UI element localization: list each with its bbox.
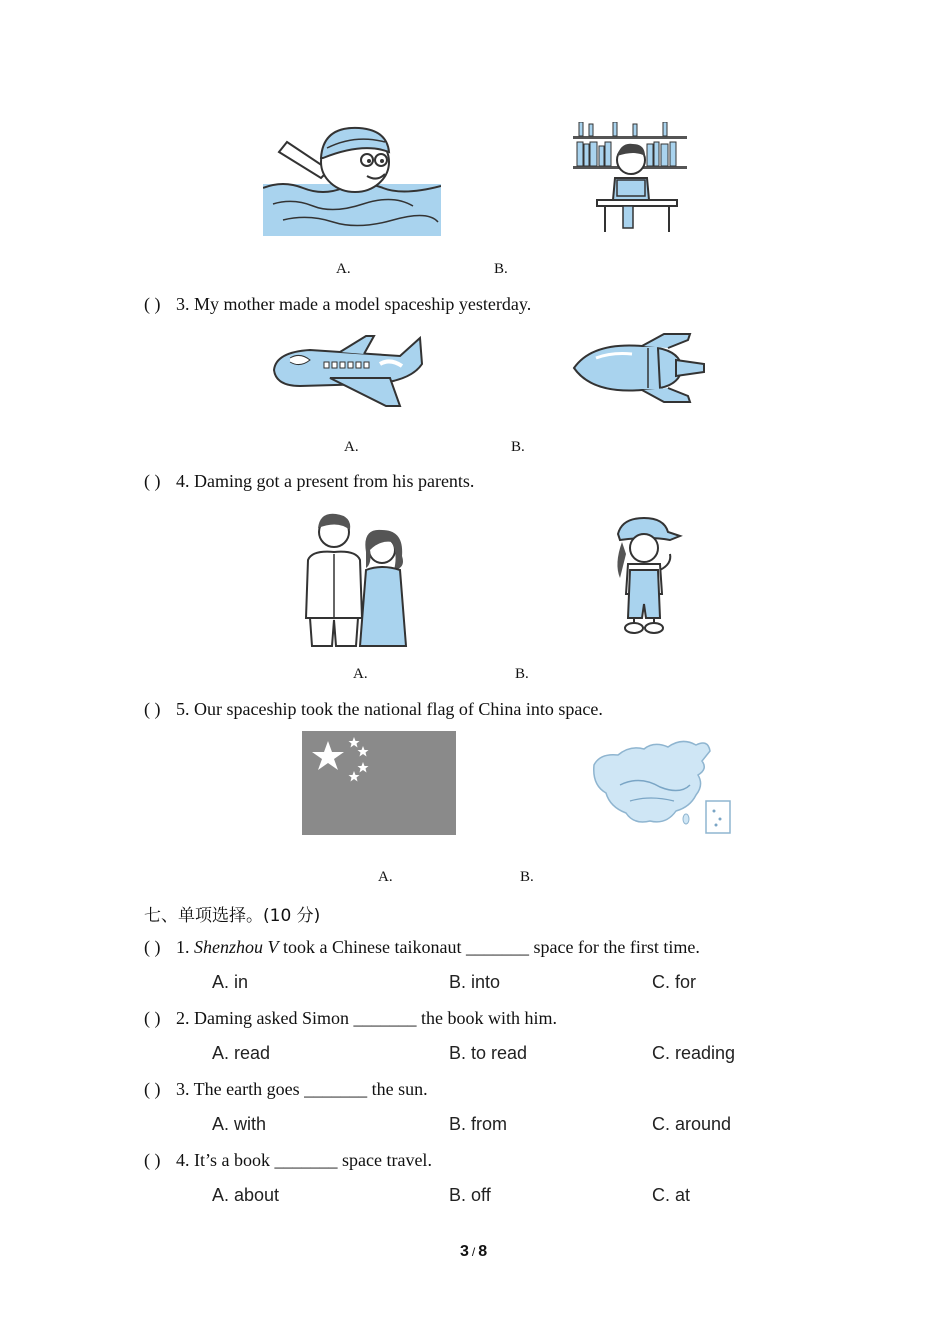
- question-text: 4. Daming got a present from his parents.: [176, 471, 475, 491]
- q5-label-a: A.: [378, 869, 393, 885]
- picture-spaceship: [572, 330, 708, 406]
- s7-q3-option-c[interactable]: C. around: [652, 1114, 732, 1134]
- q4-label-b: B.: [515, 666, 529, 682]
- s7-q1-option-c[interactable]: C. for: [652, 972, 697, 992]
- s7-q2-option-a[interactable]: A. read: [212, 1043, 271, 1063]
- answer-bracket[interactable]: ( ): [144, 1150, 161, 1170]
- picture-swimming-boy: [263, 122, 441, 236]
- question-text: took a Chinese taikonaut _______ space for the first time.: [278, 937, 700, 957]
- answer-bracket[interactable]: ( ): [144, 937, 161, 957]
- s7-question-1: [144, 937, 700, 958]
- s7-question-3: [144, 1079, 428, 1100]
- top-label-b: B.: [494, 261, 508, 277]
- q3-label-b: B.: [511, 439, 525, 455]
- question-5: [144, 699, 603, 720]
- answer-bracket[interactable]: ( ): [144, 471, 161, 491]
- s7-q1-option-a[interactable]: A. in: [212, 972, 249, 992]
- s7-q4-option-c[interactable]: C. at: [652, 1185, 691, 1205]
- picture-national-flag: [302, 731, 456, 835]
- s7-q2-option-c[interactable]: C. reading: [652, 1043, 736, 1063]
- s7-question-2: [144, 1008, 557, 1029]
- picture-airplane: [270, 334, 426, 408]
- s7-q3-option-a[interactable]: A. with: [212, 1114, 267, 1134]
- top-label-a: A.: [336, 261, 351, 277]
- s7-q4-option-b[interactable]: B. off: [449, 1185, 491, 1205]
- question-3: [144, 294, 531, 315]
- s7-q2-option-b[interactable]: B. to read: [449, 1043, 528, 1063]
- question-number: 1.: [176, 937, 190, 957]
- section-7-heading: 七、单项选择。(10 分): [144, 906, 321, 926]
- question-text: 4. It’s a book _______ space travel.: [176, 1150, 432, 1170]
- question-text: 5. Our spaceship took the national flag of China into space.: [176, 699, 603, 719]
- s7-question-4: [144, 1150, 432, 1171]
- answer-bracket[interactable]: ( ): [144, 699, 161, 719]
- question-text: 3. The earth goes _______ the sun.: [176, 1079, 428, 1099]
- s7-q4-option-a[interactable]: A. about: [212, 1185, 280, 1205]
- picture-china-map: [590, 735, 736, 835]
- q4-label-a: A.: [353, 666, 368, 682]
- answer-bracket[interactable]: ( ): [144, 1079, 161, 1099]
- answer-bracket[interactable]: ( ): [144, 1008, 161, 1028]
- page-current: 3: [460, 1243, 469, 1260]
- question-text: 2. Daming asked Simon _______ the book with him.: [176, 1008, 557, 1028]
- page-total: 8: [478, 1243, 488, 1260]
- question-4: [144, 471, 474, 492]
- italic-term: Shenzhou V: [194, 937, 279, 957]
- q5-label-b: B.: [520, 869, 534, 885]
- answer-bracket[interactable]: ( ): [144, 294, 161, 314]
- picture-boy-reading: [573, 122, 687, 234]
- s7-q3-option-b[interactable]: B. from: [449, 1114, 508, 1134]
- q3-label-a: A.: [344, 439, 359, 455]
- picture-girl-cap: [610, 514, 684, 640]
- page-number: 3 / 8: [460, 1243, 488, 1260]
- question-text: 3. My mother made a model spaceship yesterday.: [176, 294, 532, 314]
- picture-parents: [298, 508, 410, 648]
- s7-q1-option-b[interactable]: B. into: [449, 972, 501, 992]
